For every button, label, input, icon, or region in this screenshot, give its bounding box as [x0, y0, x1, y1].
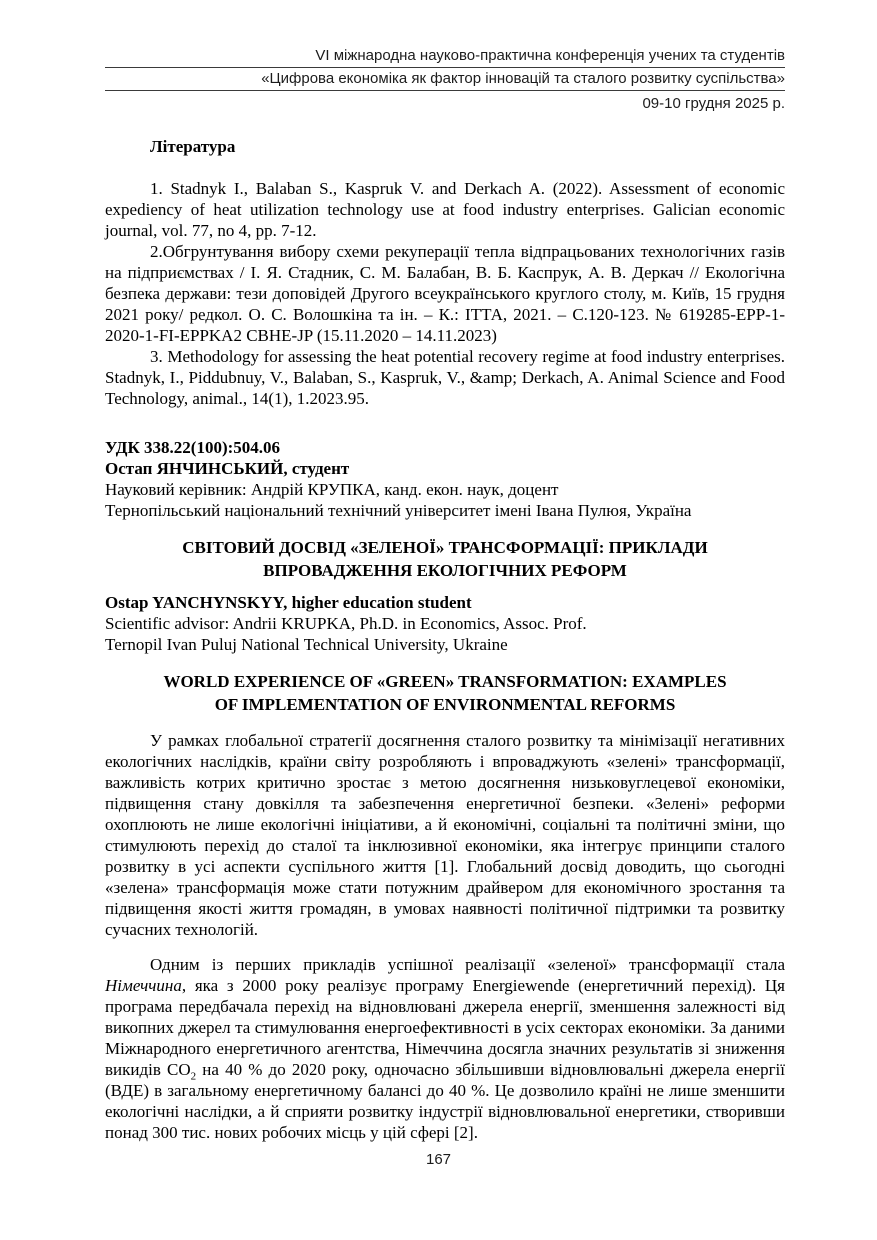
header-theme-line: «Цифрова економіка як фактор інновацій та сталого розвитку суспільства»	[105, 69, 785, 91]
paragraph2-tail: на 40 % до 2020 року, одночасно збільшивши відновлювальні джерела енергії (ВДЕ) в загальному енергетичному балансі до 40 %. Це дозволило країні не лише зменшити екологічні наслідки, а й сприяти розвитку індустрії відновлювальної енергетики, створивши понад 300 тис. нових робочих місць у цій сфері [2].	[105, 1060, 785, 1142]
article-title-en-line1: WORLD EXPERIENCE OF «GREEN» TRANSFORMATION: EXAMPLES	[163, 672, 727, 691]
header-conference-line: VI міжнародна науково-практична конференція учених та студентів	[105, 46, 785, 68]
page-number: 167	[425, 1151, 452, 1168]
body-paragraph-2	[105, 954, 785, 1143]
paragraph2-country-italic: Німеччина	[105, 976, 182, 995]
paragraph2-middle: , яка з 2000 року реалізує програму Energiewende (енергетичний перехід). Ця програма передбачала перехід на відновлювані джерела енергії, зменшення залежності від викопних джерел та стимулювання енергоефективності в усіх секторах економіки. За даними Міжнародного енергетичного агентства, Німеччина досягла значних результатів зі зниження викидів CO	[105, 976, 785, 1079]
article-title-ua-line2: ВПРОВАДЖЕННЯ ЕКОЛОГІЧНИХ РЕФОРМ	[263, 561, 627, 580]
article-title-ua	[105, 536, 785, 582]
article-title-en-line2: OF IMPLEMENTATION OF ENVIRONMENTAL REFORMS	[214, 695, 676, 714]
article-title-en	[105, 670, 785, 716]
document-body	[105, 136, 785, 1143]
author-ua: Остап ЯНЧИНСЬКИЙ, студент	[105, 459, 350, 478]
body-paragraph-1: У рамках глобальної стратегії досягнення сталого розвитку та мінімізації негативних екологічних наслідків, країни світу розробляють і впроваджують «зелені» трансформації, важливість котрих критично зростає з метою досягнення низьковуглецевої економіки, підвищення стану довкілля та забезпечення енергетичної безпеки. «Зелені» реформи охоплюють не лише екологічні ініціативи, а й економічні, соціальні та політичні зміни, що стимулюють перехід до сталої та інклюзивної економіки, яка інтегрує принципи сталого розвитку в усі аспекти суспільного життя [1]. Глобальний досвід доводить, що сьогодні «зелена» трансформація може стати потужним драйвером для економічного зростання та підвищення якості життя громадян, в умовах наявності політичної підтримки та розвитку сучасних технологій.	[105, 731, 785, 939]
running-header	[105, 46, 785, 114]
reference-item: 1. Stadnyk I., Balaban S., Kaspruk V. and Derkach A. (2022). Assessment of economic expediency of heat utilization technology use at food industry enterprises. Galician economic journal, vol. 77, no 4, pp. 7-12.	[105, 179, 785, 240]
affiliation-en: Ternopil Ivan Puluj National Technical University, Ukraine	[105, 635, 508, 654]
advisor-ua: Науковий керівник: Андрій КРУПКА, канд. екон. наук, доцент	[105, 480, 559, 499]
header-date-line: 09-10 грудня 2025 р.	[642, 95, 785, 112]
advisor-en: Scientific advisor: Andrii KRUPKA, Ph.D. in Economics, Assoc. Prof.	[105, 614, 587, 633]
paragraph2-lead: Одним із перших прикладів успішної реалізації «зеленої» трансформації стала	[150, 955, 785, 974]
co2-subscript: 2	[190, 1070, 197, 1083]
affiliation-ua: Тернопільський національний технічний університет імені Івана Пулюя, Україна	[105, 501, 692, 520]
literature-heading: Література	[150, 137, 236, 156]
article-meta-ua	[105, 437, 785, 521]
author-en: Ostap YANCHYNSKYY, higher education student	[105, 593, 472, 612]
article-meta-en	[105, 592, 785, 655]
reference-item: 2.Обгрунтування вибору схеми рекуперації тепла відпрацьованих технологічних газів на підприємствах / І. Я. Стадник, С. М. Балабан, В. Б. Каспрук, А. В. Деркач // Екологічна безпека держави: тези доповідей Другого всеукраїнського круглого столу, м. Київ, 15 грудня 2021 року/ редкол. О. С. Волошкіна та ін. – К.: ІТТА, 2021. – С.120-123. № 619285-EPP-1-2020-1-FI-EPPKA2 CBHE-JP (15.11.2020 – 14.11.2023)	[105, 242, 785, 345]
udk-code: УДК 338.22(100):504.06	[105, 438, 281, 457]
reference-item: 3. Methodology for assessing the heat potential recovery regime at food industry enterprises. Stadnyk, I., Piddubnuy, V., Balaban, S., Kaspruk, V., &amp; Derkach, A. Animal Science and Food Technology, animal., 14(1), 1.2023.95.	[105, 347, 785, 408]
article-title-ua-line1: СВІТОВИЙ ДОСВІД «ЗЕЛЕНОЇ» ТРАНСФОРМАЦІЇ: ПРИКЛАДИ	[182, 538, 708, 557]
